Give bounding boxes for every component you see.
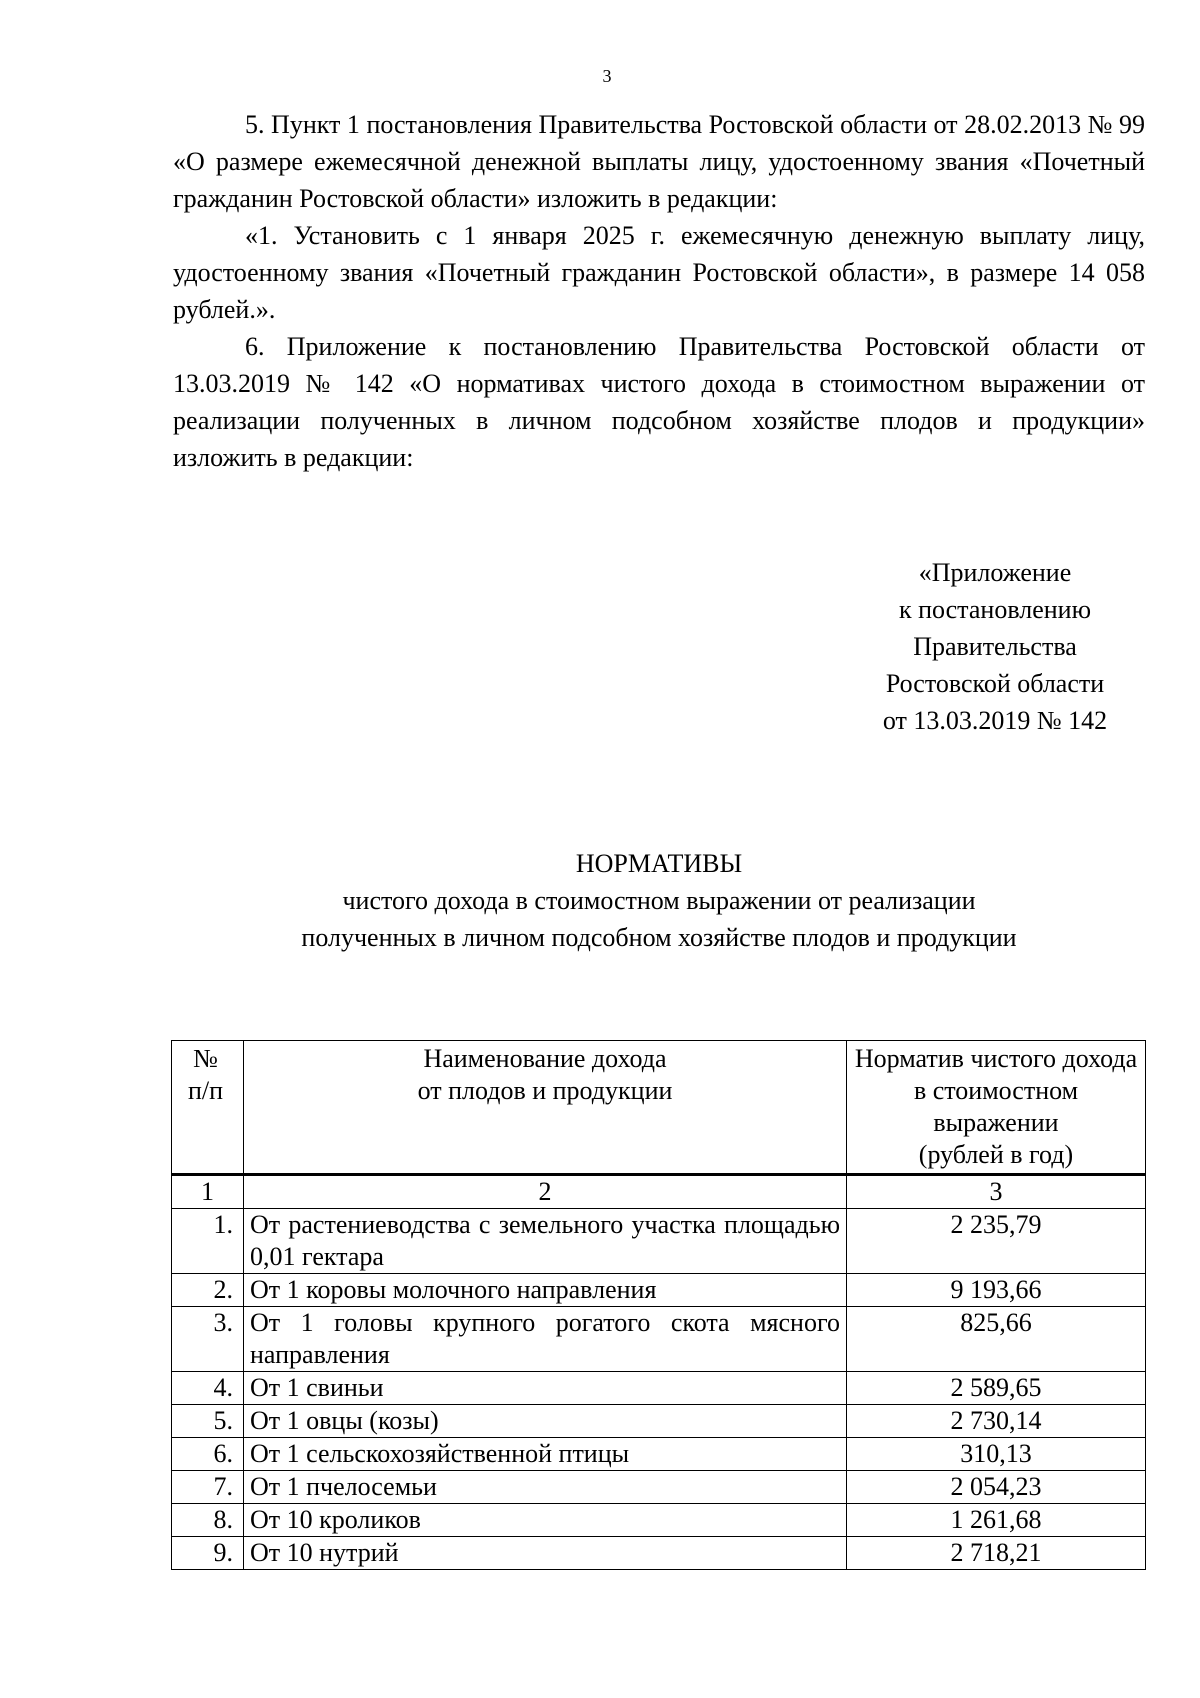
- row-value-cell: 2 718,21: [847, 1537, 1146, 1570]
- column-number-row: [172, 1175, 1146, 1209]
- heading-title: НОРМАТИВЫ: [575, 849, 743, 878]
- table-row: [172, 1471, 1146, 1504]
- paragraph-item-6: 6. Приложение к постановлению Правительства Ростовской области от 13.03.2019 № 142 «О нормативах чистого дохода в стоимостном выражении от реализации полученных в личном подсобном хозяйстве плодов и продукции» изложить в редакции:: [173, 332, 1145, 472]
- row-value-cell: 2 054,23: [847, 1471, 1146, 1504]
- row-number-cell: 3.: [172, 1307, 244, 1372]
- paragraph-quote: «1. Установить с 1 января 2025 г. ежемесячную денежную выплату лицу, удостоенному звания «Почетный гражданин Ростовской области», в размере 14 058 рублей.».: [173, 221, 1145, 324]
- table-header-row: [172, 1041, 1146, 1175]
- header-cell-number: [172, 1041, 244, 1175]
- table-row: [172, 1274, 1146, 1307]
- body-text: [173, 106, 1145, 476]
- appendix-caption-line: к постановлению: [898, 595, 1092, 624]
- table-row: [172, 1372, 1146, 1405]
- header-text: в стоимостном выражении: [913, 1076, 1079, 1137]
- row-name-cell: От 1 овцы (козы): [244, 1405, 847, 1438]
- appendix-caption-line: Ростовской области: [885, 669, 1105, 698]
- table-row: [172, 1438, 1146, 1471]
- row-value-cell: 1 261,68: [847, 1504, 1146, 1537]
- appendix-caption: [800, 554, 1190, 739]
- row-name-cell: От 1 свиньи: [244, 1372, 847, 1405]
- header-text: п/п: [187, 1076, 224, 1105]
- row-name-cell: От 1 головы крупного рогатого скота мясного направления: [244, 1307, 847, 1372]
- header-text: №: [193, 1044, 218, 1073]
- row-number-cell: 4.: [172, 1372, 244, 1405]
- row-name-cell: От 10 нутрий: [244, 1537, 847, 1570]
- row-number-cell: 9.: [172, 1537, 244, 1570]
- row-value-cell: 9 193,66: [847, 1274, 1146, 1307]
- row-value-cell: 2 235,79: [847, 1209, 1146, 1274]
- row-name-cell: От 1 пчелосемьи: [244, 1471, 847, 1504]
- table-row: [172, 1537, 1146, 1570]
- row-name-cell: От 1 сельскохозяйственной птицы: [244, 1438, 847, 1471]
- heading-subtitle-line: чистого дохода в стоимостном выражении от реализации: [342, 886, 976, 915]
- row-number-cell: 5.: [172, 1405, 244, 1438]
- appendix-caption-line: «Приложение: [918, 558, 1072, 587]
- row-number-cell: 8.: [172, 1504, 244, 1537]
- row-value-cell: 825,66: [847, 1307, 1146, 1372]
- table-row: [172, 1307, 1146, 1372]
- table-row: [172, 1209, 1146, 1274]
- paragraph-item-5: 5. Пункт 1 постановления Правительства Ростовской области от 28.02.2013 № 99 «О размере ежемесячной денежной выплаты лицу, удостоенному звания «Почетный гражданин Ростовской области» изложить в редакции:: [173, 110, 1145, 213]
- row-value-cell: 2 730,14: [847, 1405, 1146, 1438]
- row-value-cell: 2 589,65: [847, 1372, 1146, 1405]
- appendix-caption-line: от 13.03.2019 № 142: [882, 706, 1108, 735]
- header-text: от плодов и продукции: [417, 1076, 673, 1105]
- row-name-cell: От 10 кроликов: [244, 1504, 847, 1537]
- row-value-cell: 310,13: [847, 1438, 1146, 1471]
- heading-subtitle-line: полученных в личном подсобном хозяйстве плодов и продукции: [301, 923, 1017, 952]
- header-text: Наименование дохода: [423, 1044, 667, 1073]
- header-text: Норматив чистого дохода: [854, 1044, 1138, 1073]
- norms-table: [171, 1040, 1146, 1570]
- row-name-cell: От 1 коровы молочного направления: [244, 1274, 847, 1307]
- column-number-cell: 1: [172, 1175, 244, 1209]
- header-text: (рублей в год): [918, 1140, 1074, 1169]
- header-cell-value: [847, 1041, 1146, 1175]
- appendix-caption-line: Правительства: [913, 632, 1077, 661]
- header-cell-name: [244, 1041, 847, 1175]
- document-heading: [173, 845, 1145, 956]
- row-number-cell: 6.: [172, 1438, 244, 1471]
- column-number-cell: 3: [847, 1175, 1146, 1209]
- column-number-cell: 2: [244, 1175, 847, 1209]
- row-number-cell: 1.: [172, 1209, 244, 1274]
- row-number-cell: 2.: [172, 1274, 244, 1307]
- table-row: [172, 1504, 1146, 1537]
- row-number-cell: 7.: [172, 1471, 244, 1504]
- table-row: [172, 1405, 1146, 1438]
- page-number: 3: [602, 66, 612, 86]
- row-name-cell: От растениеводства с земельного участка площадью 0,01 гектара: [244, 1209, 847, 1274]
